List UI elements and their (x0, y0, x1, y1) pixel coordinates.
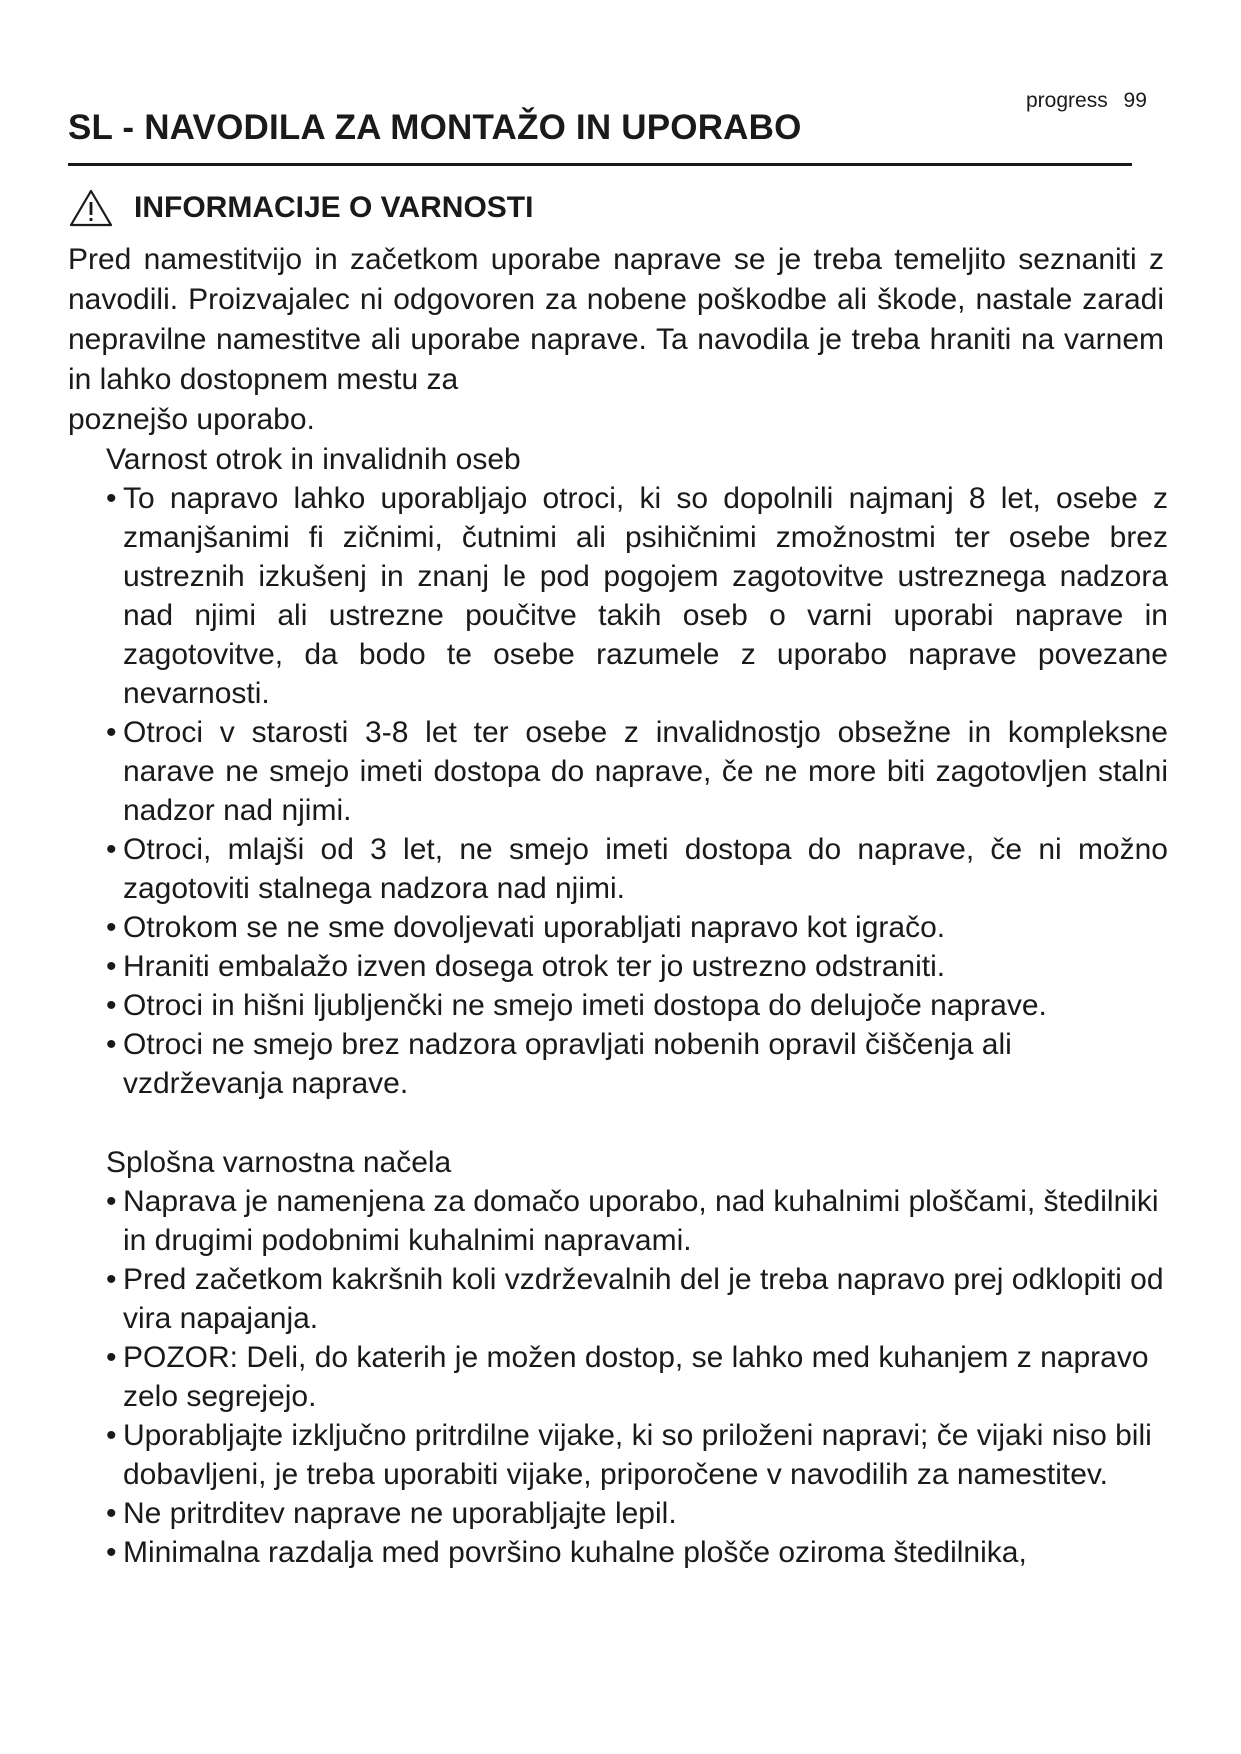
warning-triangle-icon (68, 188, 114, 228)
brand-name: progress (1026, 89, 1108, 112)
section-spacer (68, 1103, 1168, 1143)
list-item: • Pred začetkom kakršnih koli vzdrževalnih del je treba napravo prej odklopiti od vira napajanja. (106, 1260, 1168, 1338)
safety-section-heading (68, 188, 533, 228)
children-safety-list (68, 479, 1168, 1103)
children-safety-heading: Varnost otrok in invalidnih oseb (106, 443, 521, 476)
list-item: • POZOR: Deli, do katerih je možen dostop, se lahko med kuhanjem z napravo zelo segrejejo. (106, 1338, 1168, 1416)
list-item: • Otrokom se ne sme dovoljevati uporabljati napravo kot igračo. (106, 908, 1168, 947)
general-safety-heading: Splošna varnostna načela (106, 1146, 452, 1179)
title-divider (68, 163, 1132, 166)
document-title: SL - NAVODILA ZA MONTAŽO IN UPORABO (68, 108, 802, 147)
page-number: 99 (1123, 89, 1147, 112)
list-item: • Uporabljajte izključno pritrdilne vijake, ki so priloženi napravi; če vijaki niso bili dobavljeni, je treba uporabiti vijake, priporočene v navodilih za namestitev. (106, 1416, 1168, 1494)
safety-heading: INFORMACIJE O VARNOSTI (134, 191, 534, 224)
safety-intro-text: Pred namestitvijo in začetkom uporabe naprave se je treba temeljito seznaniti z navodili. Proizvajalec ni odgovoren za nobene poškodbe ali škode, nastale zaradi nepravilne namestitve ali uporabe naprave. Ta navodila je treba hraniti na varnem in lahko dostopnem mestu za (68, 243, 1164, 396)
list-item: • Hraniti embalažo izven dosega otrok ter jo ustrezno odstraniti. (106, 947, 1168, 986)
list-item: • Otroci ne smejo brez nadzora opravljati nobenih opravil čiščenja ali vzdrževanja naprave. (106, 1025, 1168, 1103)
list-item: • Minimalna razdalja med površino kuhalne plošče oziroma štedilnika, (106, 1533, 1168, 1572)
list-item: • Naprava je namenjena za domačo uporabo, nad kuhalnimi ploščami, štedilniki in drugimi podobnimi kuhalnimi napravami. (106, 1182, 1168, 1260)
safety-intro (68, 240, 1164, 440)
list-item: • Otroci, mlajši od 3 let, ne smejo imeti dostopa do naprave, če ni možno zagotoviti stalnega nadzora nad njimi. (106, 830, 1168, 908)
list-item: • Otroci in hišni ljubljenčki ne smejo imeti dostopa do delujoče naprave. (106, 986, 1168, 1025)
general-safety-list (68, 1182, 1168, 1572)
page-header (1026, 89, 1147, 113)
safety-intro-end: poznejšo uporabo. (68, 403, 315, 436)
list-item: • Otroci v starosti 3-8 let ter osebe z invalidnostjo obsežne in kompleksne narave ne smejo imeti dostopa do naprave, če ne more biti zagotovljen stalni nadzor nad njimi. (106, 713, 1168, 830)
safety-content (68, 440, 1168, 1572)
list-item: • To napravo lahko uporabljajo otroci, ki so dopolnili najmanj 8 let, osebe z zmanjšanimi fi zičnimi, čutnimi ali psihičnimi zmožnostmi ter osebe brez ustreznih izkušenj in znanj le pod pogojem zagotovitve ustreznega nadzora nad njimi ali ustrezne poučitve takih oseb o varni uporabi naprave in zagotovitve, da bodo te osebe razumele z uporabo naprave povezane nevarnosti. (106, 479, 1168, 713)
list-item: • Ne pritrditev naprave ne uporabljajte lepil. (106, 1494, 1168, 1533)
